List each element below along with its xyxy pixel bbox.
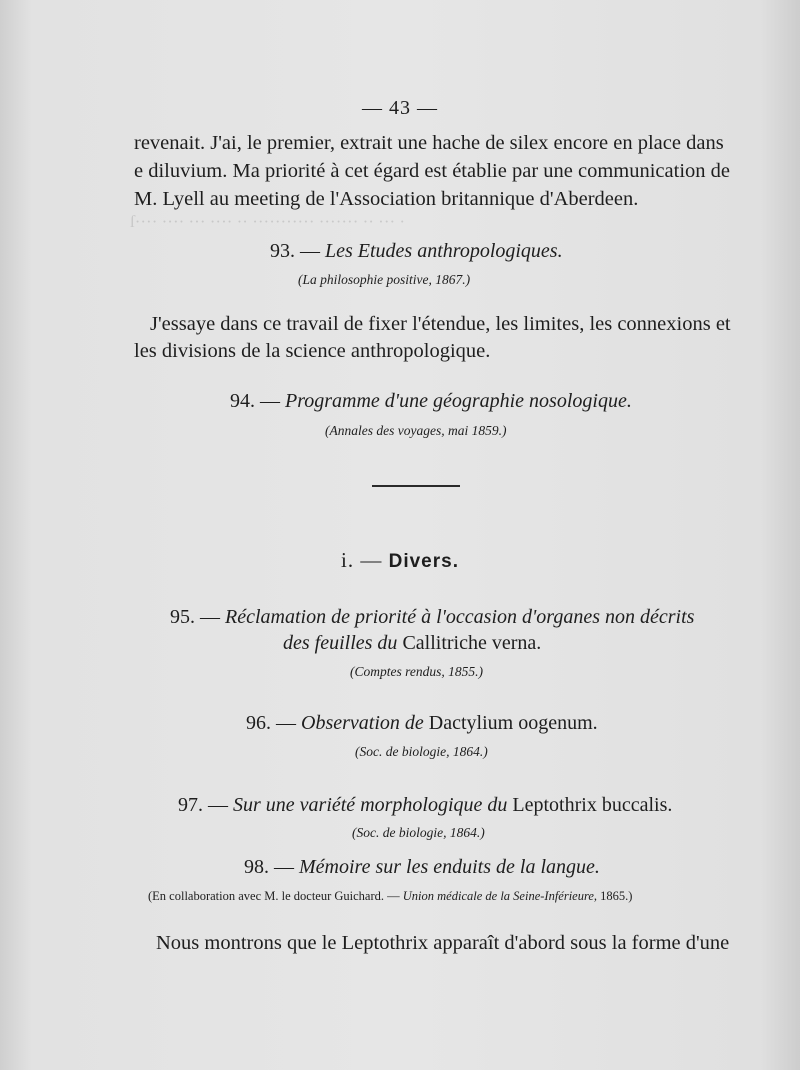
entry-98-title-text: Mémoire sur les enduits de la langue. (299, 856, 600, 878)
entry-96-title (246, 712, 598, 735)
entry-97-title-italic: Sur une variété morphologique du (233, 794, 508, 816)
entry-98-source (148, 889, 632, 904)
entry-98-source-b: Union médicale de la Seine-Inférieure, (402, 889, 598, 903)
entry-97-number: 97. — (178, 794, 228, 816)
entry-97-source (352, 825, 485, 841)
entry-95-title-italic: des feuilles du (283, 632, 398, 654)
entry-93-source-text: (La philosophie positive, 1867.) (298, 272, 471, 287)
entry-96-source-text: (Soc. de biologie, 1864.) (355, 744, 488, 759)
entry-95-species: Callitriche verna. (402, 632, 542, 654)
entry-98-number: 98. — (244, 856, 294, 878)
entry-93-source (298, 272, 470, 288)
entry-95-number: 95. — (170, 606, 220, 628)
entry-95-source-text: (Comptes rendus, 1855.) (350, 664, 483, 679)
entry-95-title-text: Réclamation de priorité à l'occasion d'organes non décrits (225, 606, 695, 628)
entry-93-title (270, 240, 563, 263)
section-divider (372, 485, 460, 487)
entry-97-species: Leptothrix buccalis. (512, 794, 673, 816)
entry-96-title-italic: Observation de (301, 712, 424, 734)
entry-98-source-c: 1865.) (600, 889, 633, 903)
entry-96-species: Dactylium oogenum. (428, 712, 598, 734)
intro-line-3: M. Lyell au meeting de l'Association britannique d'Aberdeen. (134, 188, 639, 210)
entry-98-title (244, 856, 600, 879)
section-dash: — (360, 548, 383, 572)
entry-94-source-text: (Annales des voyages, mai 1859.) (325, 423, 507, 438)
entry-93-number: 93. — (270, 240, 320, 262)
section-heading (0, 548, 800, 573)
bleed-through-text: ſ···· ···· ··· ···· ·· ··········· ······· ·· ··· · (130, 212, 406, 231)
final-paragraph-line: Nous montrons que le Leptothrix apparaît d'abord sous la forme d'une (156, 932, 730, 954)
entry-95-line-1 (170, 606, 694, 629)
entry-97-source-text: (Soc. de biologie, 1864.) (352, 825, 485, 840)
para-93-line-1: J'essaye dans ce travail de fixer l'étendue, les limites, les connexions et (150, 313, 731, 335)
page-number: — 43 — (362, 97, 438, 119)
intro-line-1: revenait. J'ai, le premier, extrait une hache de silex encore en place dans (134, 132, 724, 154)
entry-98-source-a: (En collaboration avec M. le docteur Guichard. — (148, 889, 400, 903)
entry-97-title (178, 794, 672, 817)
entry-95-line-2 (283, 632, 541, 655)
entry-94-source (325, 423, 506, 439)
entry-94-number: 94. — (230, 390, 280, 412)
entry-94-title-text: Programme d'une géographie nosologique. (285, 390, 632, 412)
para-93-line-2: les divisions de la science anthropologique. (134, 340, 491, 362)
intro-line-2: e diluvium. Ma priorité à cet égard est établie par une communication de (134, 160, 730, 182)
entry-94-title (230, 390, 632, 413)
entry-96-number: 96. — (246, 712, 296, 734)
section-word: Divers. (388, 551, 459, 572)
section-prefix: i. (341, 548, 355, 572)
entry-96-source (355, 744, 488, 760)
entry-93-title-text: Les Etudes anthropologiques. (325, 240, 563, 262)
entry-95-source (350, 664, 483, 680)
